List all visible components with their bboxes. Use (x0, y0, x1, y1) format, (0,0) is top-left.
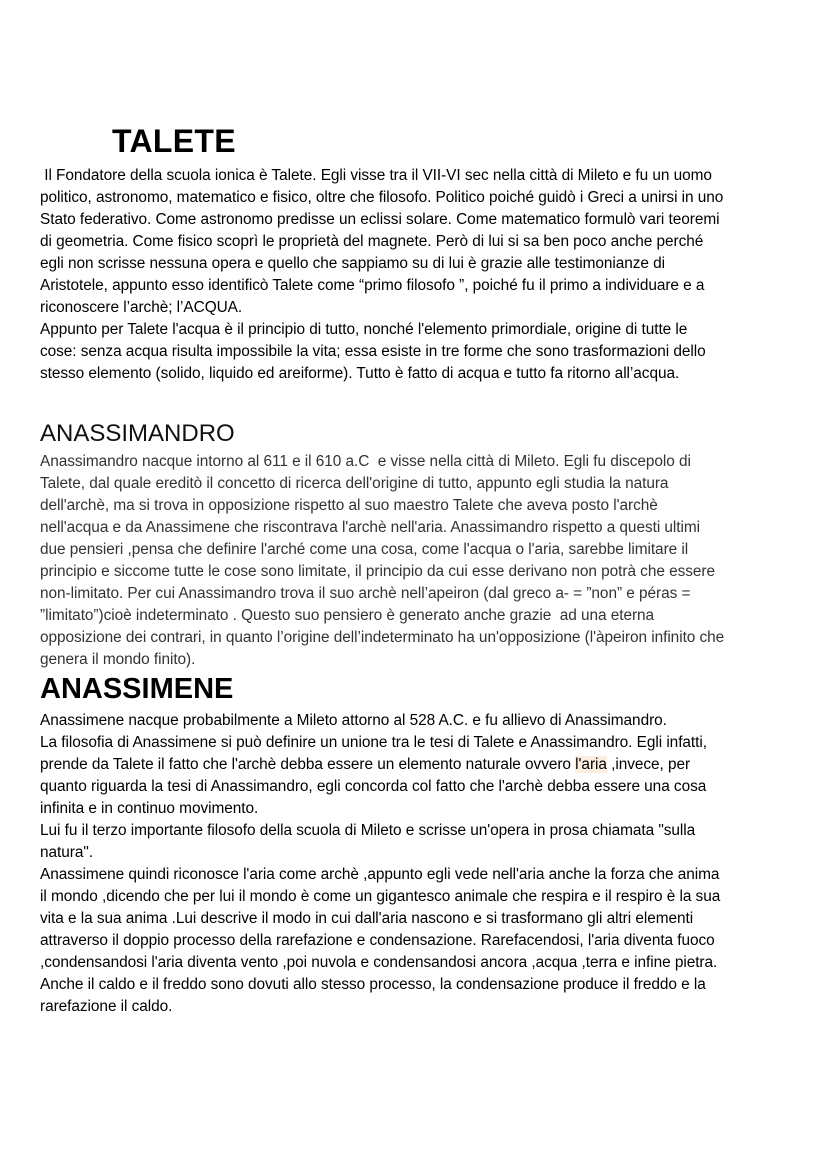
heading-anassimene: ANASSIMENE (40, 673, 234, 705)
text-segment: ,invece, per (606, 756, 691, 773)
text-line: infinita e in continuo movimento. (40, 800, 259, 817)
text-line: Anassimene quindi riconosce l'aria come archè ,appunto egli vede nell'aria anche la forza che anima (40, 866, 720, 883)
text-line: non-limitato. Per cui Anassimandro trova il suo archè nell’apeiron (dal greco a- = ”non” e péras = (40, 585, 691, 602)
heading-talete: TALETE (112, 123, 236, 159)
text-line: politico, astronomo, matematico e fisico, oltre che filosofo. Politico poiché guidò i Greci a unirsi in uno (40, 189, 724, 206)
heading-anassimandro: ANASSIMANDRO (40, 420, 235, 447)
text-line: ,condensandosi l'aria diventa vento ,poi nuvola e condensandosi ancora ,acqua ,terra e infine pietra. (40, 954, 718, 971)
text-line: di geometria. Come fisico scoprì le proprietà del magnete. Però di lui si sa ben poco anche perché (40, 233, 704, 250)
text-line: Aristotele, appunto esso identificò Talete come “primo filosofo ”, poiché fu il primo a individuare e a (40, 277, 705, 294)
text-line: ”limitato”)cioè indeterminato . Questo suo pensiero è generato anche grazie ad una eterna (40, 607, 655, 624)
text-line: natura". (40, 844, 93, 861)
text-line: principio e siccome tutte le cose sono limitate, il principio da cui esse derivano non potrà che essere (40, 563, 715, 580)
text-line: rarefazione il caldo. (40, 998, 173, 1015)
paragraph-anassimandro (40, 451, 800, 671)
text-line: cose: senza acqua risulta impossibile la vita; essa esiste in tre forme che sono trasformazioni dello (40, 343, 706, 360)
text-line: genera il mondo finito). (40, 651, 196, 668)
text-line: dell'archè, ma si trova in opposizione rispetto al suo maestro Talete che aveva posto l'archè (40, 497, 658, 514)
text-line: Anche il caldo e il freddo sono dovuti allo stesso processo, la condensazione produce il freddo e la (40, 976, 706, 993)
text-line: riconoscere l’archè; l’ACQUA. (40, 299, 243, 316)
text-line: Anassimene nacque probabilmente a Mileto attorno al 528 A.C. e fu allievo di Anassimandro. (40, 712, 667, 729)
text-line: opposizione dei contrari, in quanto l’origine dell’indeterminato ha un'opposizione (l'àpeiron infinito che (40, 629, 725, 646)
highlighted-word: l'aria (575, 756, 607, 773)
text-line: quanto riguarda la tesi di Anassimandro, egli concorda col fatto che l'archè debba essere una cosa (40, 778, 707, 795)
text-line: Il Fondatore della scuola ionica è Talete. Egli visse tra il VII-VI sec nella città di Mileto e fu un uomo (40, 167, 712, 184)
text-line: Stato federativo. Come astronomo predisse un eclissi solare. Come matematico formulò vari teoremi (40, 211, 720, 228)
text-line: due pensieri ,pensa che definire l'arché come una cosa, come l'acqua o l'aria, sarebbe limitare il (40, 541, 689, 558)
text-line: il mondo ,dicendo che per lui il mondo è come un gigantesco animale che respira e il respiro è la sua (40, 888, 721, 905)
text-line: nell'acqua e da Anassimene che riscontrava l'archè nell'aria. Anassimandro rispetto a questi ultimi (40, 519, 701, 536)
text-line: attraverso il doppio processo della rarefazione e condensazione. Rarefacendosi, l'aria diventa fuoco (40, 932, 715, 949)
text-line: Anassimandro nacque intorno al 611 e il 610 a.C e visse nella città di Mileto. Egli fu discepolo di (40, 453, 691, 470)
text-line: Appunto per Talete l'acqua è il principio di tutto, nonché l'elemento primordiale, origine di tutte le (40, 321, 688, 338)
text-line: stesso elemento (solido, liquido ed areiforme). Tutto è fatto di acqua e tutto fa ritorno all’acqua. (40, 365, 680, 382)
paragraph-anassimene (40, 710, 800, 1018)
text-line: Lui fu il terzo importante filosofo della scuola di Mileto e scrisse un'opera in prosa chiamata "sulla (40, 822, 696, 839)
text-line: vita e la sua anima .Lui descrive il modo in cui dall'aria nascono e si trasformano gli altri elementi (40, 910, 694, 927)
text-segment: prende da Talete il fatto che l'archè debba essere un elemento naturale ovvero (40, 756, 576, 773)
text-line-with-highlight (40, 754, 800, 776)
text-line: La filosofia di Anassimene si può definire un unione tra le tesi di Talete e Anassimandro. Egli infatti, (40, 734, 707, 751)
text-line: Talete, dal quale ereditò il concetto di ricerca dell'origine di tutto, appunto egli studia la natura (40, 475, 669, 492)
text-line: egli non scrisse nessuna opera e quello che sappiamo su di lui è grazie alle testimonianze di (40, 255, 666, 272)
paragraph-talete (40, 165, 800, 385)
